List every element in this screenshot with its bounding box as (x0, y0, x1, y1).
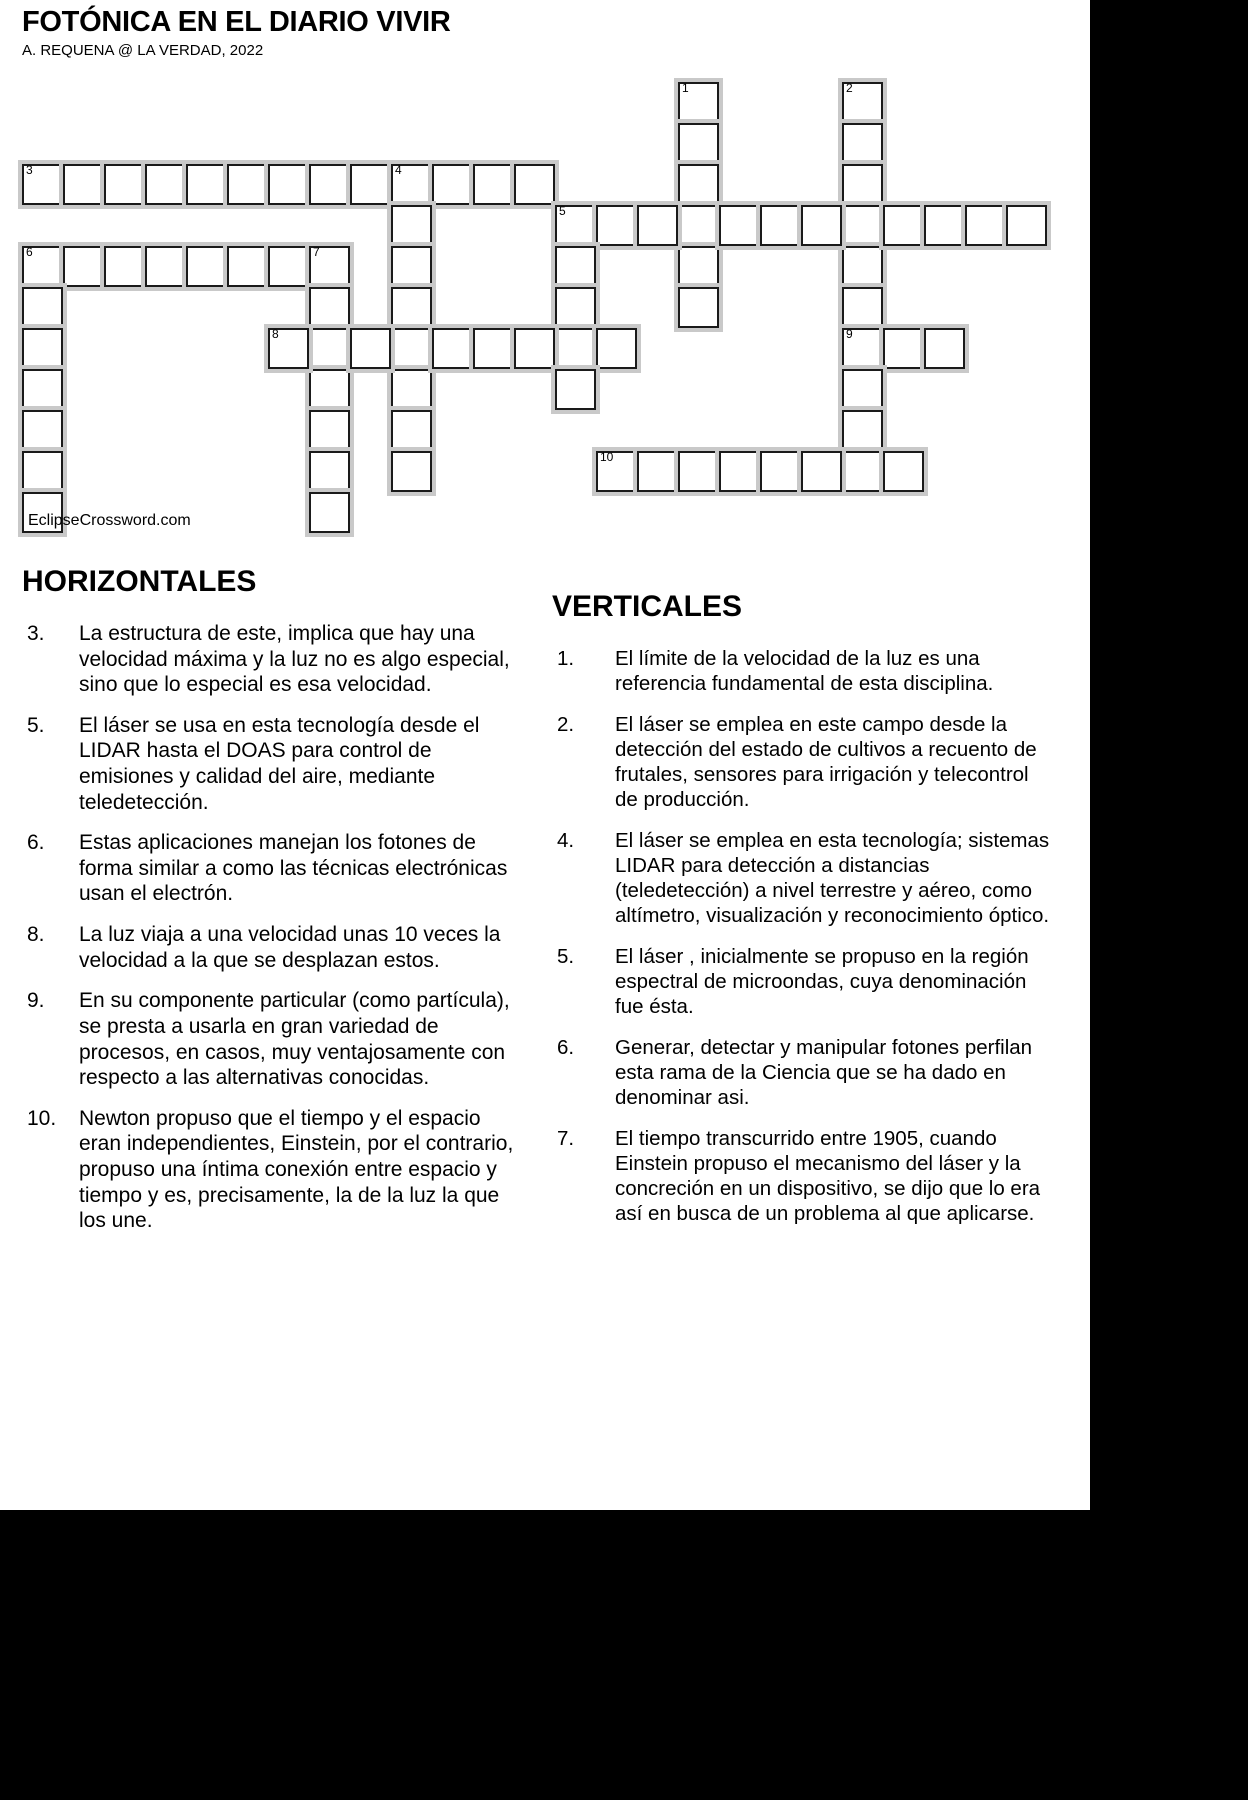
crossword-cell-numbered[interactable] (309, 246, 350, 287)
crossword-cell[interactable] (965, 205, 1006, 246)
crossword-cell[interactable] (719, 205, 760, 246)
clue-item (552, 944, 1052, 1019)
crossword-cell[interactable] (268, 164, 309, 205)
crossword-cell[interactable] (309, 328, 350, 369)
crossword-cell[interactable] (637, 451, 678, 492)
crossword-cell[interactable] (883, 205, 924, 246)
crossword-cell[interactable] (22, 451, 63, 492)
crossword-cell[interactable] (432, 164, 473, 205)
crossword-cell-numbered[interactable] (596, 451, 637, 492)
crossword-cell[interactable] (760, 451, 801, 492)
crossword-cell[interactable] (719, 451, 760, 492)
clue-item (22, 1106, 522, 1234)
crossword-cell[interactable] (678, 287, 719, 328)
down-clue-list (552, 646, 1052, 1226)
across-heading: HORIZONTALES (22, 565, 257, 598)
crossword-cell[interactable] (391, 451, 432, 492)
crossword-cell[interactable] (22, 369, 63, 410)
crossword-cell[interactable] (801, 205, 842, 246)
crossword-cell[interactable] (555, 328, 596, 369)
crossword-cell[interactable] (309, 287, 350, 328)
clue-text: En su componente particular (como partícula), se presta a usarla en gran variedad de procesos, en casos, muy ventajosamente con respecto a las alternativas conocidas. (79, 989, 510, 1090)
clue-number: 7. (557, 1127, 575, 1150)
crossword-cell[interactable] (1006, 205, 1047, 246)
clue-text: El láser se usa en esta tecnología desde el LIDAR hasta el DOAS para control de emisiones y calidad del aire, mediante teledetección. (79, 713, 480, 814)
crossword-cell-numbered[interactable] (22, 164, 63, 205)
crossword-cell[interactable] (104, 246, 145, 287)
clue-item (22, 713, 522, 815)
crossword-cell[interactable] (842, 164, 883, 205)
crossword-cell[interactable] (391, 369, 432, 410)
crossword-cell[interactable] (637, 205, 678, 246)
clue-text: La luz viaja a una velocidad unas 10 veces la velocidad a la que se desplazan estos. (79, 923, 501, 972)
clue-item (552, 646, 1052, 696)
crossword-cell[interactable] (432, 328, 473, 369)
clue-text: El láser , inicialmente se propuso en la región espectral de microondas, cuya denominación fue ésta. (615, 945, 1029, 1018)
cell-number: 2 (846, 81, 853, 95)
crossword-cell[interactable] (22, 287, 63, 328)
crossword-cell-numbered[interactable] (842, 328, 883, 369)
cell-number: 5 (559, 204, 566, 218)
crossword-cell[interactable] (678, 164, 719, 205)
crossword-cell[interactable] (842, 123, 883, 164)
clue-number: 3. (27, 622, 45, 645)
clue-text: Estas aplicaciones manejan los fotones de forma similar a como las técnicas electrónicas usan el electrón. (79, 831, 508, 906)
clue-item (552, 1035, 1052, 1110)
clue-text: El láser se emplea en esta tecnología; sistemas LIDAR para detección a distancias (teledetección) a nivel terrestre y aéreo, como altímetro, visualización y reconocimiento óptico. (615, 829, 1050, 927)
crossword-cell[interactable] (391, 205, 432, 246)
cell-number: 1 (682, 81, 689, 95)
crossword-cell[interactable] (883, 328, 924, 369)
crossword-cell[interactable] (842, 205, 883, 246)
page-subtitle: A. REQUENA @ LA VERDAD, 2022 (22, 42, 264, 59)
attribution-label: EclipseCrossword.com (28, 512, 191, 529)
crossword-grid[interactable] (0, 70, 1090, 520)
cell-number: 9 (846, 327, 853, 341)
crossword-cell-numbered[interactable] (678, 82, 719, 123)
crossword-cell-numbered[interactable] (268, 328, 309, 369)
crossword-cell[interactable] (350, 328, 391, 369)
crossword-cell[interactable] (391, 410, 432, 451)
crossword-cell[interactable] (514, 164, 555, 205)
crossword-cell[interactable] (842, 287, 883, 328)
crossword-cell[interactable] (842, 410, 883, 451)
crossword-cell[interactable] (924, 205, 965, 246)
crossword-cell[interactable] (227, 246, 268, 287)
crossword-cell[interactable] (555, 369, 596, 410)
clue-number: 9. (27, 989, 45, 1013)
cell-number: 8 (272, 327, 279, 341)
crossword-cell[interactable] (309, 451, 350, 492)
across-clue-list (22, 621, 522, 1234)
crossword-cell[interactable] (186, 164, 227, 205)
clue-item (552, 712, 1052, 812)
clue-item (552, 828, 1052, 928)
crossword-cell[interactable] (596, 328, 637, 369)
clue-number: 5. (27, 713, 45, 737)
crossword-cell[interactable] (63, 164, 104, 205)
crossword-cell[interactable] (391, 328, 432, 369)
crossword-cell[interactable] (883, 451, 924, 492)
clue-text: Newton propuso que el tiempo y el espacio eran independientes, Einstein, por el contrario, propuso una íntima conexión entre espacio y tiempo y es, precisamente, la de la luz la que los une. (79, 1106, 514, 1233)
clue-text: La estructura de este, implica que hay una velocidad máxima y la luz no es algo especial, sino que lo especial es esa velocidad. (79, 622, 510, 697)
cell-number: 4 (395, 163, 402, 177)
crossword-cell[interactable] (227, 164, 268, 205)
clue-item (552, 1126, 1052, 1226)
crossword-cell[interactable] (596, 205, 637, 246)
clue-text: Generar, detectar y manipular fotones perfilan esta rama de la Ciencia que se ha dado en denominar asi. (615, 1036, 1033, 1109)
crossword-cell[interactable] (309, 492, 350, 533)
cell-number: 3 (26, 163, 33, 177)
down-clues-column (552, 565, 1052, 1242)
crossword-cell[interactable] (186, 246, 227, 287)
clue-item (22, 922, 522, 973)
page-title: FOTÓNICA EN EL DIARIO VIVIR (22, 6, 451, 38)
clue-item (22, 988, 522, 1090)
crossword-cell-numbered[interactable] (22, 246, 63, 287)
crossword-cell-numbered[interactable] (555, 205, 596, 246)
crossword-cell[interactable] (268, 246, 309, 287)
crossword-cell[interactable] (104, 164, 145, 205)
across-clues-column (22, 565, 522, 1249)
crossword-cell[interactable] (801, 451, 842, 492)
crossword-cell[interactable] (514, 328, 555, 369)
clue-number: 2. (557, 713, 575, 736)
clue-number: 1. (557, 647, 575, 670)
clue-text: El láser se emplea en este campo desde la detección del estado de cultivos a recuento de frutales, sensores para irrigación y telecontrol de producción. (615, 713, 1037, 811)
crossword-cell[interactable] (760, 205, 801, 246)
crossword-cell-numbered[interactable] (842, 82, 883, 123)
clue-item (22, 830, 522, 907)
clue-number: 4. (557, 829, 575, 852)
crossword-cell[interactable] (555, 287, 596, 328)
down-heading: VERTICALES (552, 590, 743, 623)
crossword-cell[interactable] (678, 123, 719, 164)
clue-number: 6. (557, 1036, 575, 1059)
clue-number: 8. (27, 923, 45, 947)
cell-number: 7 (313, 245, 320, 259)
clue-item (22, 621, 522, 698)
clue-number: 5. (557, 945, 575, 968)
crossword-cell[interactable] (391, 246, 432, 287)
crossword-cell[interactable] (391, 287, 432, 328)
crossword-cell[interactable] (842, 369, 883, 410)
crossword-cell[interactable] (22, 328, 63, 369)
crossword-cell[interactable] (473, 164, 514, 205)
crossword-cell[interactable] (842, 246, 883, 287)
crossword-cell[interactable] (63, 246, 104, 287)
crossword-cell[interactable] (145, 164, 186, 205)
clue-text: El tiempo transcurrido entre 1905, cuando Einstein propuso el mecanismo del láser y la concreción en un dispositivo, se dijo que lo era así en busca de un problema al que aplicarse. (615, 1127, 1041, 1225)
crossword-cell[interactable] (145, 246, 186, 287)
crossword-cell[interactable] (309, 369, 350, 410)
cell-number: 6 (26, 245, 33, 259)
crossword-cell[interactable] (350, 164, 391, 205)
clue-number: 10. (27, 1106, 57, 1130)
crossword-cell[interactable] (22, 410, 63, 451)
clue-text: El límite de la velocidad de la luz es una referencia fundamental de esta disciplina. (615, 647, 994, 695)
cell-number: 10 (600, 450, 614, 464)
crossword-cell[interactable] (309, 164, 350, 205)
crossword-cell[interactable] (678, 451, 719, 492)
crossword-cell[interactable] (678, 205, 719, 246)
crossword-cell[interactable] (924, 328, 965, 369)
crossword-cell[interactable] (555, 246, 596, 287)
crossword-cell[interactable] (309, 410, 350, 451)
crossword-cell-numbered[interactable] (391, 164, 432, 205)
crossword-cell[interactable] (842, 451, 883, 492)
crossword-cell[interactable] (678, 246, 719, 287)
crossword-cell[interactable] (473, 328, 514, 369)
clue-number: 6. (27, 831, 45, 855)
